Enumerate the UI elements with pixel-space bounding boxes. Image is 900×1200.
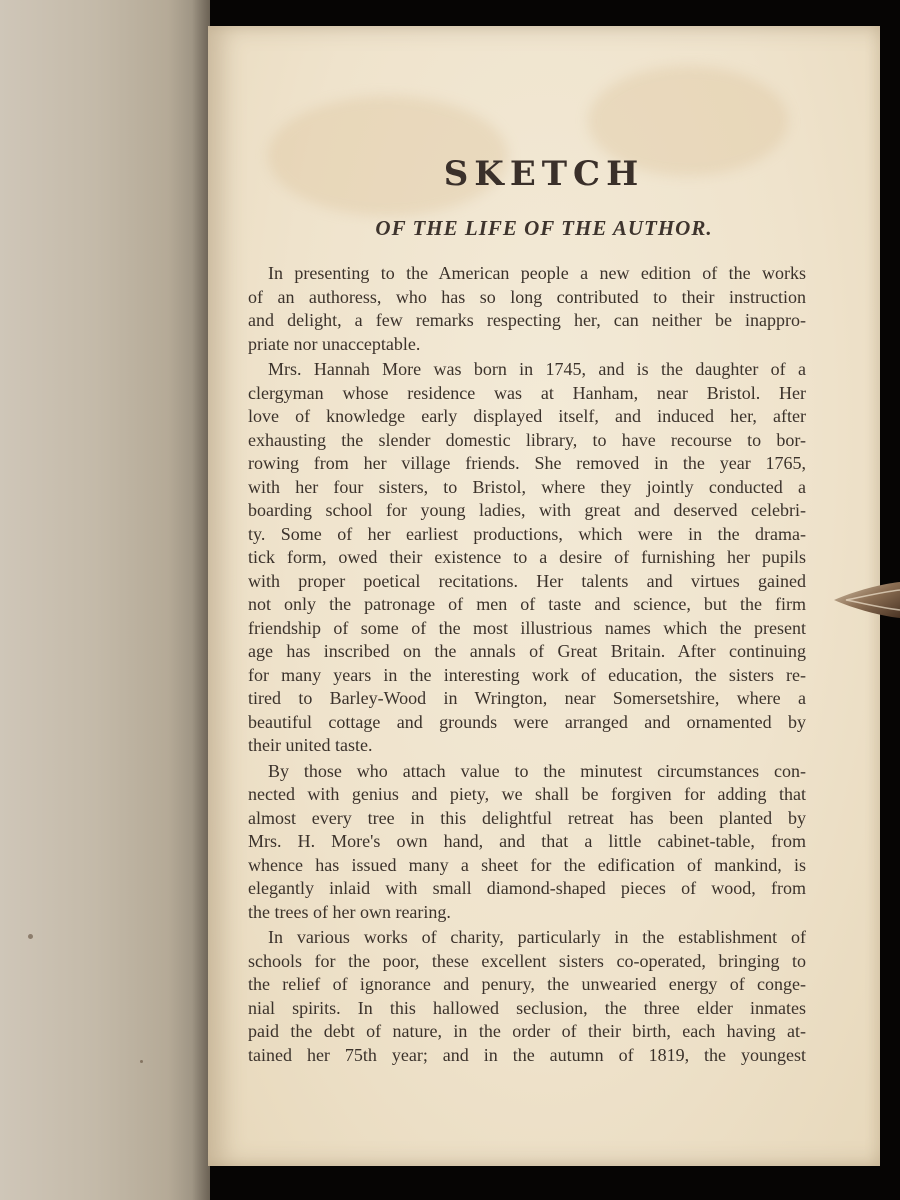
text-line: Mrs. H. More's own hand, and that a little cabinet-table, from	[248, 831, 806, 851]
paragraph	[248, 262, 806, 356]
bookmark-tab[interactable]	[832, 578, 900, 622]
text-line: the relief of ignorance and penury, the unwearied energy of conge-	[248, 974, 806, 994]
text-line: ty. Some of her earliest productions, which were in the drama-	[248, 523, 806, 544]
text-line: priate nor unacceptable.	[248, 333, 421, 354]
text-line: whence has issued many a sheet for the edification of mankind, is	[248, 854, 806, 875]
text-line: In various works of charity, particularly in the establishment of	[268, 927, 806, 947]
text-line: the trees of her own rearing.	[248, 901, 451, 922]
paragraph	[248, 358, 806, 758]
text-line: tick form, owed their existence to a desire of furnishing her pupils	[248, 547, 806, 567]
text-line: nected with genius and piety, we shall be forgiven for adding that	[248, 784, 806, 804]
text-line: schools for the poor, these excellent sisters co-operated, bringing to	[248, 950, 806, 971]
paragraph	[248, 926, 806, 1067]
text-line: paid the debt of nature, in the order of their birth, each having at-	[248, 1021, 806, 1041]
cover-blemish	[140, 1060, 143, 1063]
cover-blemish	[28, 934, 33, 939]
left-cover-board	[0, 0, 210, 1200]
text-line: with proper poetical recitations. Her talents and virtues gained	[248, 570, 806, 591]
text-line: elegantly inlaid with small diamond-shaped pieces of wood, from	[248, 878, 806, 898]
page-subheading: OF THE LIFE OF THE AUTHOR.	[375, 216, 713, 240]
text-line: of an authoress, who has so long contributed to their instruction	[248, 286, 806, 307]
text-line: In presenting to the American people a new edition of the works	[268, 263, 806, 283]
text-line: friendship of some of the most illustrious names which the present	[248, 617, 806, 638]
text-line: their united taste.	[248, 735, 373, 755]
text-line: boarding school for young ladies, with great and deserved celebri-	[248, 500, 806, 520]
body-text	[248, 262, 806, 1067]
text-line: tained her 75th year; and in the autumn of 1819, the youngest	[248, 1044, 806, 1065]
text-line: not only the patronage of men of taste and science, but the firm	[248, 594, 806, 614]
text-line: rowing from her village friends. She removed in the year 1765,	[248, 453, 806, 473]
text-line: exhausting the slender domestic library, to have recourse to bor-	[248, 429, 806, 450]
text-line: beautiful cottage and grounds were arranged and ornamented by	[248, 711, 806, 732]
text-line: Mrs. Hannah More was born in 1745, and is the daughter of a	[268, 359, 806, 379]
text-line: and delight, a few remarks respecting her, can neither be inappro-	[248, 310, 806, 330]
text-line: for many years in the interesting work of education, the sisters re-	[248, 664, 806, 685]
text-line: love of knowledge early displayed itself, and induced her, after	[248, 406, 806, 426]
paragraph	[248, 760, 806, 925]
book-page	[208, 26, 880, 1166]
text-line: age has inscribed on the annals of Great Britain. After continuing	[248, 641, 806, 661]
text-line: clergyman whose residence was at Hanham, near Bristol. Her	[248, 382, 806, 403]
text-line: By those who attach value to the minutest circumstances con-	[268, 760, 806, 781]
page-heading: SKETCH	[443, 154, 645, 194]
text-line: tired to Barley-Wood in Wrington, near Somersetshire, where a	[248, 688, 806, 708]
text-line: almost every tree in this delightful retreat has been planted by	[248, 807, 806, 828]
text-line: with her four sisters, to Bristol, where they jointly conducted a	[248, 476, 806, 497]
text-line: nial spirits. In this hallowed seclusion, the three elder inmates	[248, 997, 806, 1018]
